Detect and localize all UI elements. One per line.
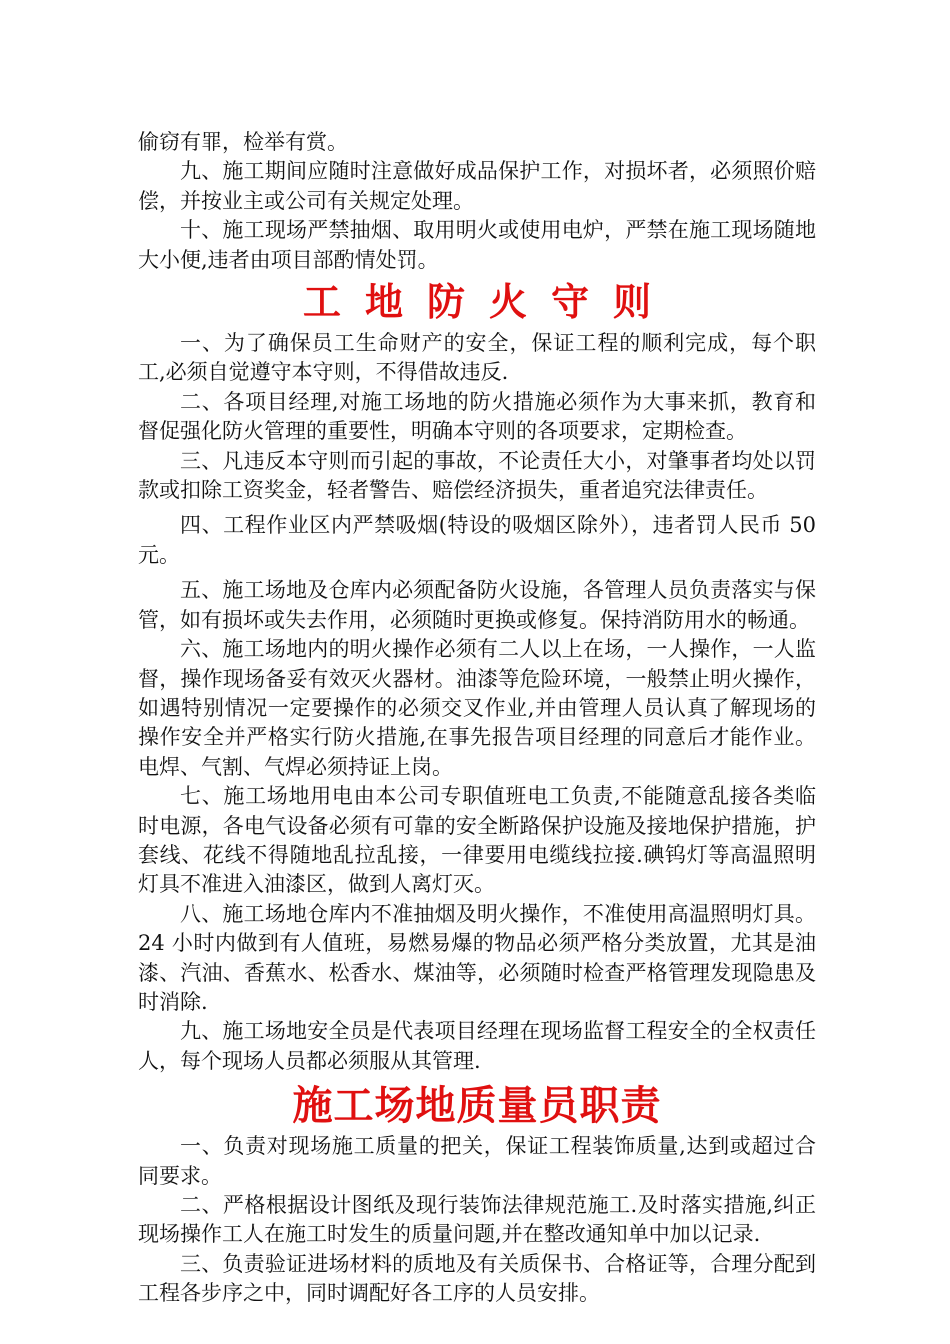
- quality-duties-title: 施工场地质量员职责: [292, 1083, 662, 1130]
- document-page: [138, 128, 816, 1309]
- fire-rule-7: 七、施工场地用电由本公司专职值班电工负责,不能随意乱接各类临时电源，各电气设备必须有可靠的安全断路保护设施及接地保护措施，护套线、花线不得随地乱拉乱接，一律要用电缆线拉接.碘钨灯等高温照明灯具不准进入油漆区，做到人离灯灭。: [138, 784, 816, 897]
- fire-rule-9: 九、施工场地安全员是代表项目经理在现场监督工程安全的全权责任人，每个现场人员都必须服从其管理.: [138, 1019, 816, 1073]
- quality-duty-2: 二、严格根据设计图纸及现行装饰法律规范施工.及时落实措施,纠正现场操作工人在施工时发生的质量问题,并在整改通知单中加以记录.: [138, 1193, 816, 1247]
- fire-rule-3: 三、凡违反本守则而引起的事故，不论责任大小，对肇事者均处以罚款或扣除工资奖金，轻者警告、赔偿经济损失，重者追究法律责任。: [138, 448, 816, 503]
- fire-rule-5: 五、施工场地及仓库内必须配备防火设施，各管理人员负责落实与保管，如有损坏或失去作用，必须随时更换或修复。保持消防用水的畅通。: [138, 578, 816, 632]
- fire-rule-6: 六、施工场地内的明火操作必须有二人以上在场，一人操作，一人监督，操作现场备妥有效灭火器材。油漆等危险环境，一般禁止明火操作，如遇特别情况一定要操作的必须交叉作业,并由管理人员认真了解现场的操作安全并严格实行防火措施,在事先报告项目经理的同意后才能作业。电焊、气割、气焊必须持证上岗。: [138, 637, 816, 779]
- intro-paragraph-2: 九、施工期间应随时注意做好成品保护工作，对损坏者，必须照价赔偿，并按业主或公司有关规定处理。: [138, 159, 816, 213]
- intro-paragraph-1: 偷窃有罪，检举有赏。: [138, 130, 348, 154]
- quality-duty-1: 一、负责对现场施工质量的把关，保证工程装饰质量,达到或超过合同要求。: [138, 1134, 816, 1188]
- fire-rule-1: 一、为了确保员工生命财产的安全，保证工程的顺利完成，每个职工,必须自觉遵守本守则，不得借故违反.: [138, 331, 816, 385]
- intro-paragraph-3: 十、施工现场严禁抽烟、取用明火或使用电炉，严禁在施工现场随地大小便,违者由项目部酌情处罚。: [138, 218, 816, 272]
- fire-rules-title: 工地防火守则: [302, 280, 675, 325]
- quality-duty-3: 三、负责验证进场材料的质地及有关质保书、合格证等，合理分配到工程各步序之中，同时调配好各工序的人员安排。: [138, 1251, 816, 1306]
- fire-rule-4: 四、工程作业区内严禁吸烟(特设的吸烟区除外），违者罚人民币 50 元。: [138, 513, 816, 567]
- fire-rule-2: 二、各项目经理,对施工场地的防火措施必须作为大事来抓，教育和督促强化防火管理的重要性，明确本守则的各项要求，定期检查。: [138, 389, 816, 444]
- fire-rule-8: 八、施工场地仓库内不准抽烟及明火操作，不准使用高温照明灯具。24 小时内做到有人值班，易燃易爆的物品必须严格分类放置，尤其是油漆、汽油、香蕉水、松香水、煤油等，必须随时检查严格管理发现隐患及时消除.: [138, 901, 816, 1014]
